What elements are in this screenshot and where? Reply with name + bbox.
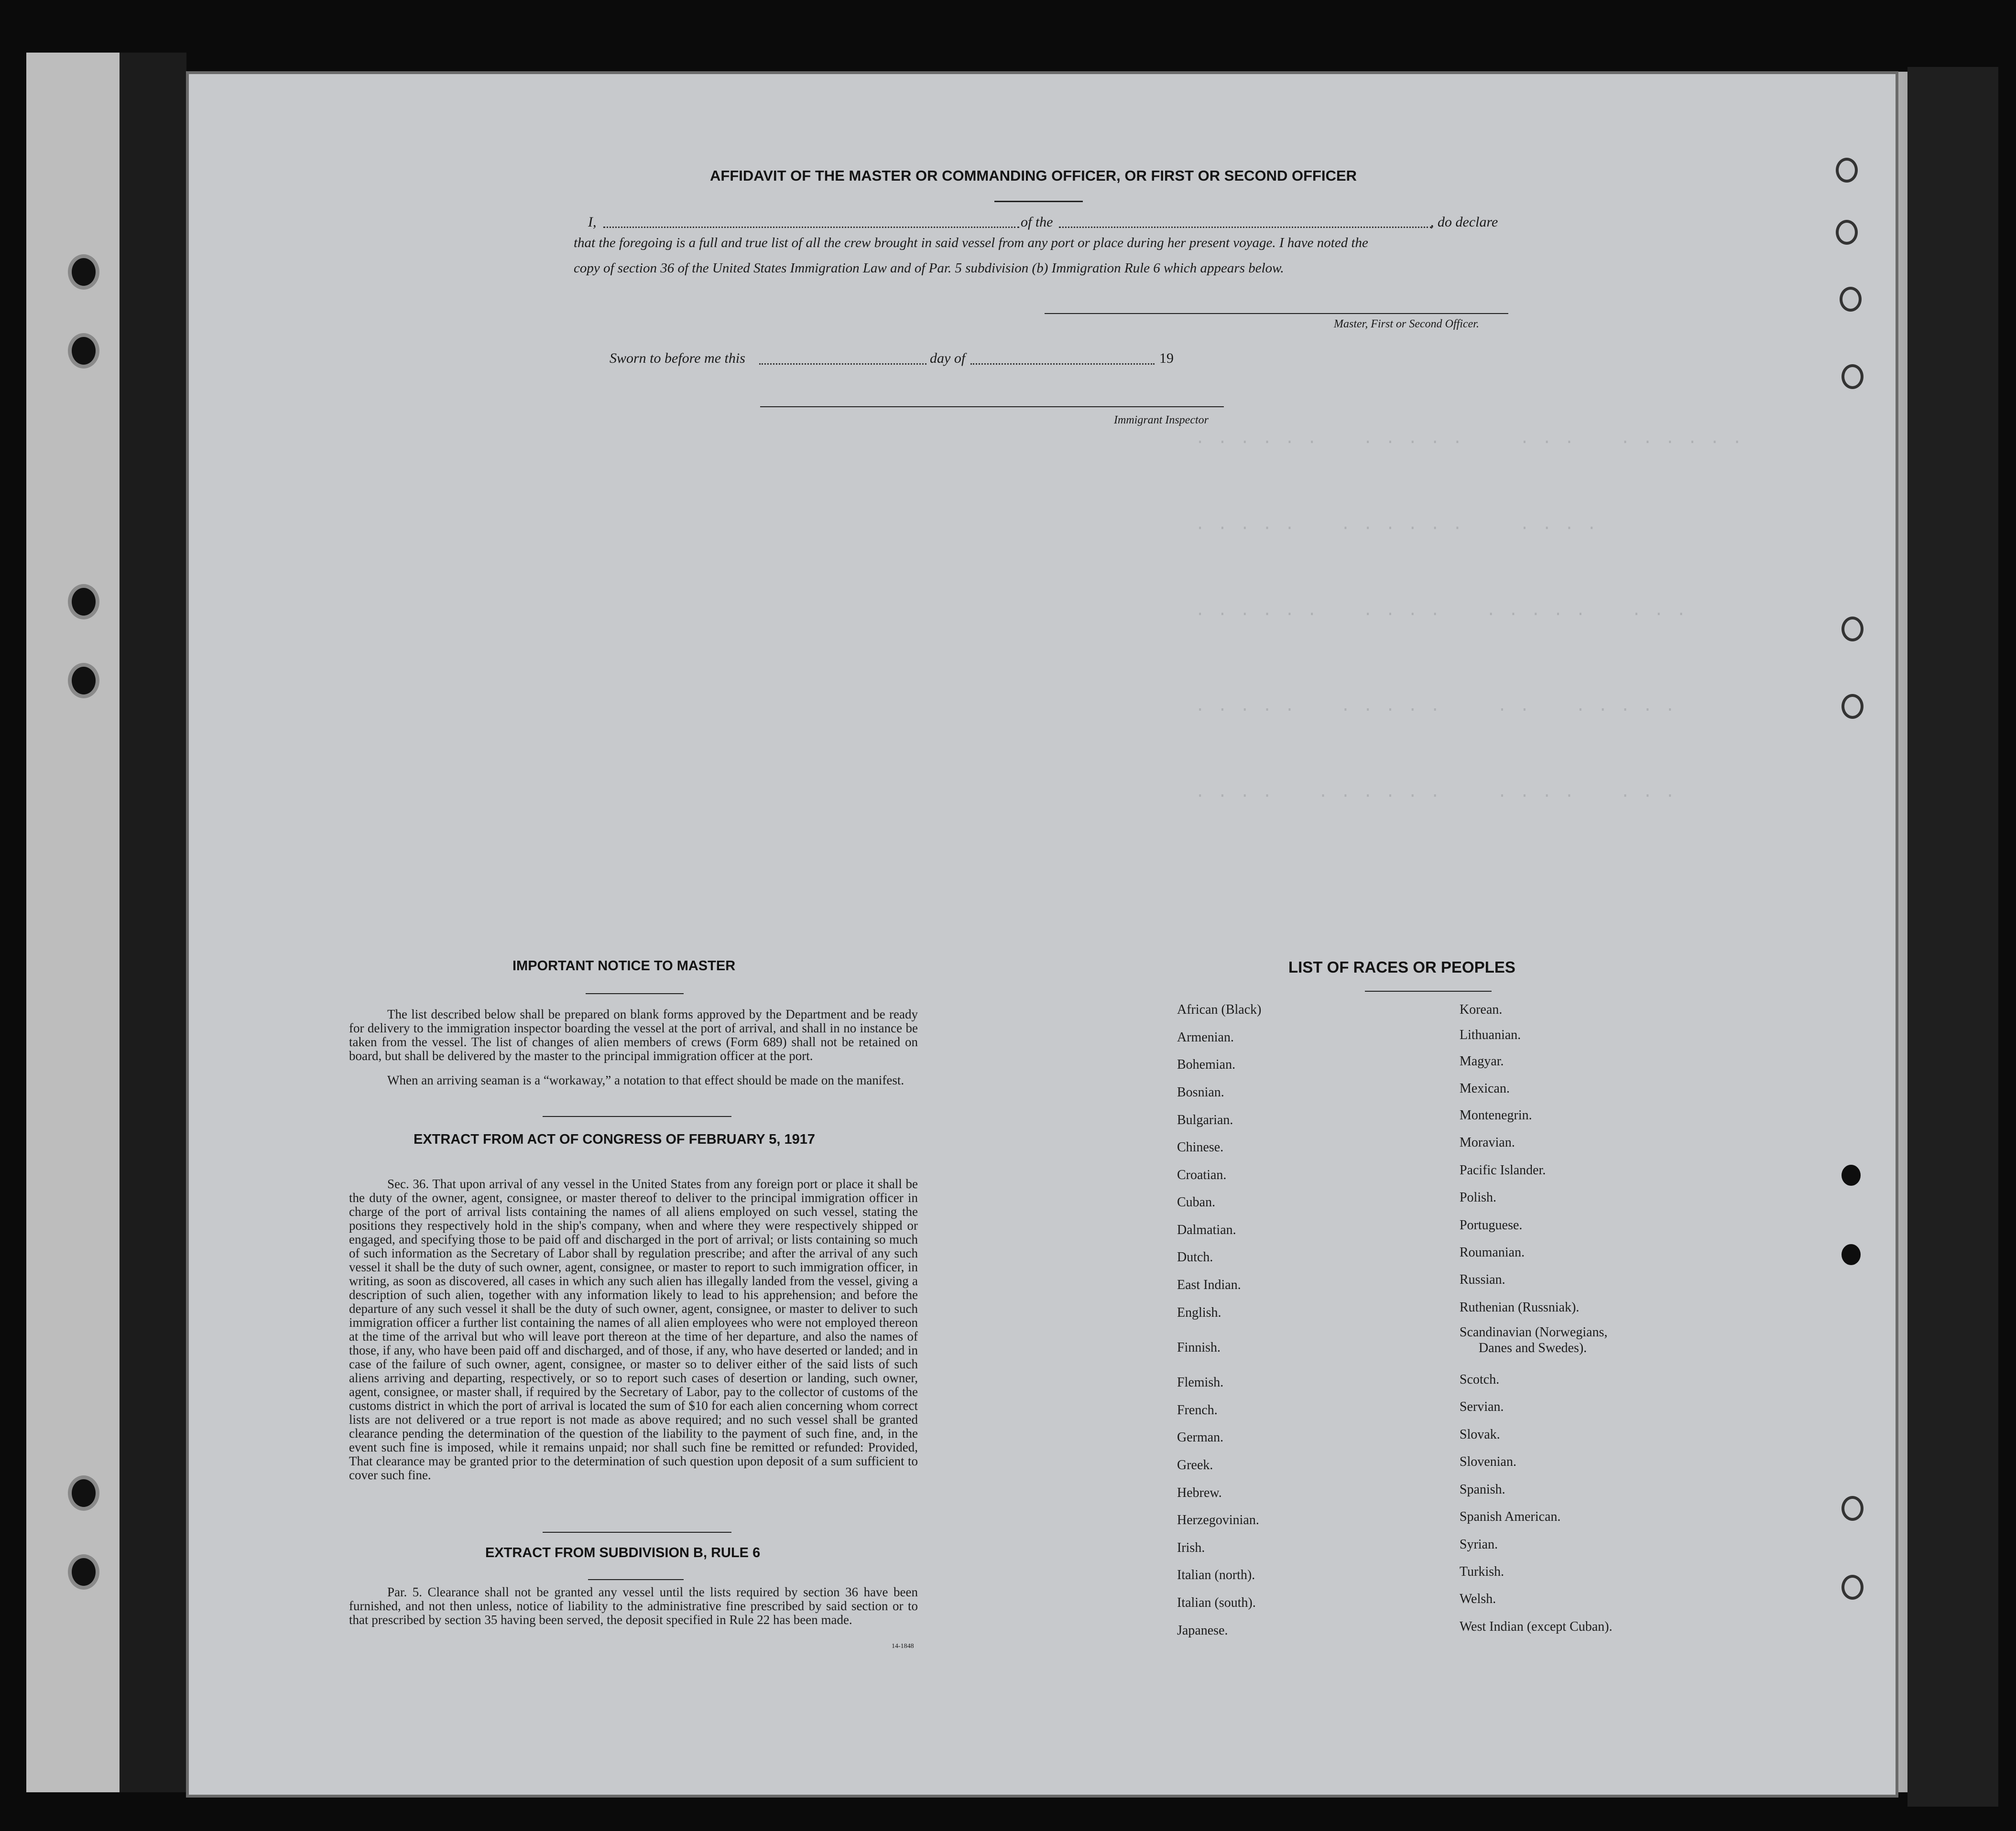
- race-item: Polish.: [1460, 1190, 1497, 1205]
- race-item: Chinese.: [1177, 1140, 1224, 1155]
- binder-gap: [120, 53, 186, 1792]
- bleed-through-text: . . . . . . . . . . . . . . . . . . . .: [1195, 430, 1744, 448]
- month-blank: [970, 363, 1155, 365]
- punch-hole-icon: [1842, 1575, 1863, 1600]
- punch-hole-icon: [1842, 694, 1863, 719]
- punch-hole-icon: [1836, 158, 1858, 183]
- notice-paragraph-1: The list described below shall be prepared on blank forms approved by the Department and be ready for delivery to the immigration inspector boarding the vessel at the port of arrival, and shall in no instance be taken from the vessel. The list of changes of alien members of crews (Form 689) shall not be retained on board, but shall be delivered by the master to the principal immigration officer at the port.: [349, 1007, 918, 1063]
- race-item: Russian.: [1460, 1272, 1505, 1287]
- divider: [586, 993, 684, 994]
- divider: [588, 1579, 684, 1580]
- race-item: Cuban.: [1177, 1195, 1216, 1210]
- race-item: Portuguese.: [1460, 1218, 1523, 1233]
- day-of-label: day of: [930, 350, 966, 366]
- race-item: Greek.: [1177, 1458, 1213, 1473]
- race-item: Pacific Islander.: [1460, 1163, 1546, 1178]
- races-title: LIST OF RACES OR PEOPLES: [1288, 958, 1515, 976]
- affidavit-of-the: of the: [1021, 214, 1053, 230]
- race-item: East Indian.: [1177, 1278, 1241, 1292]
- binder-hole-icon: [72, 258, 96, 286]
- race-item: Danes and Swedes).: [1479, 1341, 1587, 1355]
- race-item: French.: [1177, 1403, 1218, 1418]
- inspector-caption: Immigrant Inspector: [1114, 414, 1209, 426]
- race-item: Servian.: [1460, 1399, 1504, 1414]
- race-item: German.: [1177, 1430, 1224, 1445]
- race-item: Herzegovinian.: [1177, 1513, 1259, 1528]
- race-item: English.: [1177, 1305, 1221, 1320]
- extract-rule-title: EXTRACT FROM SUBDIVISION B, RULE 6: [485, 1545, 761, 1560]
- race-item: Roumanian.: [1460, 1245, 1525, 1260]
- race-item: Scotch.: [1460, 1372, 1500, 1387]
- race-item: Italian (south).: [1177, 1595, 1256, 1610]
- race-item: African (Black): [1177, 1002, 1262, 1017]
- punch-hole-icon: [1842, 1244, 1861, 1265]
- bleed-through-text: . . . . . . . . . . . . . . . . . .: [1195, 602, 1688, 620]
- race-item: Mexican.: [1460, 1081, 1510, 1096]
- binder-hole-icon: [72, 588, 96, 616]
- race-item: Irish.: [1177, 1540, 1205, 1555]
- race-item: Moravian.: [1460, 1135, 1515, 1150]
- divider: [543, 1116, 731, 1117]
- notice-title: IMPORTANT NOTICE TO MASTER: [512, 958, 736, 974]
- sworn-day-blank: [759, 363, 926, 365]
- race-item: Ruthenian (Russniak).: [1460, 1300, 1580, 1315]
- bleed-through-text: . . . . . . . . . . . . . . . . .: [1195, 784, 1677, 802]
- punch-hole-icon: [1840, 287, 1862, 312]
- binder-hole-icon: [72, 337, 96, 365]
- divider: [543, 1532, 731, 1533]
- race-item: Slovak.: [1460, 1427, 1500, 1442]
- race-item: Armenian.: [1177, 1030, 1234, 1045]
- punch-hole-icon: [1842, 1165, 1861, 1186]
- affidavit-i-label: I,: [588, 214, 597, 230]
- race-item: Croatian.: [1177, 1168, 1227, 1182]
- divider: [1365, 991, 1492, 992]
- affidavit-line-1: that the foregoing is a full and true list of all the crew brought in said vessel from any port or place during her present voyage. I have noted the: [574, 235, 1368, 250]
- race-item: Bosnian.: [1177, 1085, 1224, 1100]
- extract-act-title: EXTRACT FROM ACT OF CONGRESS OF FEBRUARY 5, 1917: [414, 1132, 816, 1147]
- bleed-through-text: . . . . . . . . . . . . . . . . .: [1195, 698, 1677, 716]
- binder-hole-icon: [72, 1558, 96, 1586]
- master-signature-line: [1045, 313, 1508, 314]
- race-item: Spanish American.: [1460, 1509, 1561, 1524]
- race-item: Slovenian.: [1460, 1454, 1516, 1469]
- divider: [994, 201, 1083, 202]
- race-item: Dutch.: [1177, 1250, 1213, 1265]
- race-item: Flemish.: [1177, 1375, 1224, 1390]
- punch-hole-icon: [1842, 617, 1863, 641]
- extract-act-text: Sec. 36. That upon arrival of any vessel in the United States from any foreign port or place it shall be the duty of the owner, agent, consignee, or master thereof to deliver to the principal immigration officer in charge of the port of arrival lists containing the names of all aliens employed on such vessel, stating the positions they respectively hold in the ship's company, when and where they were respectively shipped or engaged, and specifying those to be paid off and discharged in the port of arrival; or lists containing so much of such information as the Secretary of Labor shall by regulation prescribe; and after the arrival of any such vessel it shall be the duty of such owner, agent, consignee, or master to report to such immigration officer, in writing, as soon as discovered, all cases in which any such alien has illegally landed from the vessel, giving a description of such alien, together with any information likely to lead to his apprehension; and before the departure of any such vessel it shall be the duty of such owner, agent, consignee, or master to deliver to such immigration officer a further list containing the names of all alien employees who were not employed thereon at the time of the arrival but who will leave port thereon at the time of her departure, and also the names of those, if any, who have been paid off and discharged, and of those, if any, who have deserted or landed; and in case of the failure of such owner, agent, consignee, or master so to deliver either of the said lists of such aliens arriving and departing, respectively, or so to report such cases of desertion or landing, such owner, agent, consignee, or master shall, if required by the Secretary of Labor, pay to the collector of customs of the customs district in which the port of arrival is located the sum of $10 for each alien concerning whom correct lists are not delivered or a true report is not made as above required; and no such vessel shall be granted clearance pending the determination of the question of the liability to the payment of such fine, and, in the event such fine is imposed, while it remains unpaid; nor shall such fine be remitted or refunded: Provided, That clearance may be granted prior to the determination of such question upon deposit of a sum sufficient to cover such fine.: [349, 1177, 918, 1482]
- binder-strip-left: [26, 53, 125, 1792]
- punch-hole-icon: [1836, 220, 1858, 245]
- affidavit-do-declare: , do declare: [1430, 214, 1498, 230]
- vessel-blank: [1059, 227, 1432, 228]
- extract-rule-text: Par. 5. Clearance shall not be granted any vessel until the lists required by section 36 have been furnished, and not then unless, notice of liability to the administrative fine prescribed by said section or to that prescribed by section 35 having been served, the deposit specified in Rule 22 has been made.: [349, 1585, 918, 1627]
- race-item: West Indian (except Cuban).: [1460, 1619, 1613, 1634]
- binder-strip-right: [1907, 67, 1998, 1807]
- race-item: Italian (north).: [1177, 1568, 1255, 1582]
- affidavit-title: AFFIDAVIT OF THE MASTER OR COMMANDING OFFICER, OR FIRST OR SECOND OFFICER: [710, 167, 1357, 184]
- race-item: Bulgarian.: [1177, 1113, 1233, 1127]
- race-item: Bohemian.: [1177, 1057, 1236, 1072]
- race-item: Scandinavian (Norwegians,: [1460, 1325, 1608, 1340]
- race-item: Finnish.: [1177, 1340, 1221, 1355]
- race-item: Lithuanian.: [1460, 1028, 1521, 1042]
- race-item: Turkish.: [1460, 1564, 1504, 1579]
- race-item: Welsh.: [1460, 1592, 1496, 1606]
- punch-hole-icon: [1842, 1496, 1863, 1521]
- race-item: Korean.: [1460, 1002, 1503, 1017]
- race-item: Dalmatian.: [1177, 1223, 1236, 1237]
- master-caption: Master, First or Second Officer.: [1334, 318, 1479, 330]
- race-item: Japanese.: [1177, 1623, 1228, 1638]
- inspector-signature-line: [760, 406, 1224, 407]
- manifest-page: [189, 74, 1896, 1795]
- sworn-label: Sworn to before me this: [610, 350, 745, 366]
- race-item: Montenegrin.: [1460, 1108, 1532, 1123]
- year-prefix: 19: [1159, 350, 1174, 366]
- punch-hole-icon: [1842, 364, 1863, 389]
- race-item: Syrian.: [1460, 1537, 1498, 1552]
- race-item: Magyar.: [1460, 1054, 1504, 1069]
- form-number: 14-1848: [892, 1643, 914, 1650]
- race-item: Hebrew.: [1177, 1485, 1222, 1500]
- race-item: Spanish.: [1460, 1482, 1505, 1497]
- binder-hole-icon: [72, 667, 96, 694]
- bleed-through-text: . . . . . . . . . . . . . . .: [1195, 516, 1598, 534]
- affidavit-line-2: copy of section 36 of the United States Immigration Law and of Par. 5 subdivision (b) Immigration Rule 6 which appears below.: [574, 260, 1284, 276]
- name-blank: [603, 227, 1019, 228]
- notice-paragraph-2: When an arriving seaman is a “workaway,” a notation to that effect should be made on the manifest.: [387, 1073, 904, 1087]
- binder-hole-icon: [72, 1479, 96, 1507]
